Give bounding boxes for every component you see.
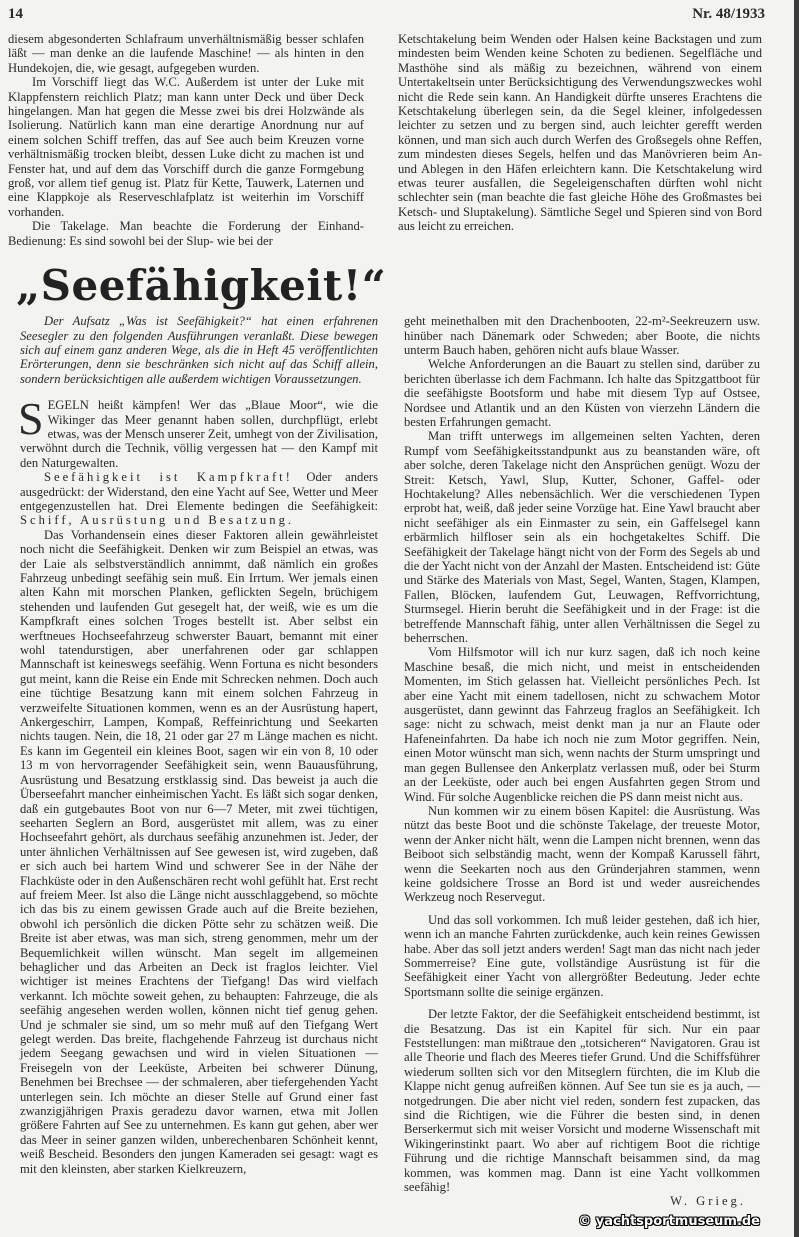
page-number: 14: [8, 6, 23, 22]
paragraph: diesem abgesonderten Schlafraum unverhältnismäßig besser schlafen läßt — man denke an die laufende Maschine! — als hinten in den Hundekojen, die, wie gesagt, aufgegeben wurden.: [8, 32, 364, 75]
previous-article: [8, 32, 765, 248]
paragraph: [18, 393, 378, 470]
paragraph: Nun kommen wir zu einem bösen Kapitel: die Ausrüstung. Was nützt das beste Boot und die schönste Takelage, der treueste Motor, wenn der Anker nicht hält, wenn die Lampen nicht brennen, wenn das Beiboot sich selbständig macht, wenn der Kompaß Karussell fährt, wenn die Seekarten noch aus den Gründerjahren stammen, wenn keine goldsichere Trosse an Bord ist und weder ausreichendes Werkzeug noch Reservegut.: [404, 803, 760, 905]
page-header: [8, 6, 765, 32]
article-left-area: [20, 314, 378, 1229]
article-left-column: [18, 393, 379, 1176]
paragraph: geht meinethalben mit den Drachenbooten, 22-m²-Seekreuzern usw. hinüber nach Dänemark oder Schweden; aber Boote, die nichts unterm Bauch haben, gehören nicht aufs blaue Wasser.: [404, 314, 760, 357]
article-title: „Seefähigkeit!“: [16, 261, 387, 311]
paragraph: Und das soll vorkommen. Ich muß leider gestehen, daß ich hier, wenn ich an manche Fahrten zurückdenke, auch kein reines Gewissen habe. Aber das soll jetzt anders werden! Sagt man das nicht nach jeder Sommerreise? Eine gute, vollständige Ausrüstung ist für die Seefähigkeit einer Yacht von allergrößter Bedeutung. Jeder echte Sportsmann sollte die seinige ergänzen.: [404, 912, 760, 999]
paragraph: Vom Hilfsmotor will ich nur kurz sagen, daß ich noch keine Maschine besaß, die mich nicht, und meist in entscheidenden Momenten, im Stich gelassen hat. Vielleicht persönliches Pech. Ist aber eine Yacht mit einem tadellosen, nicht zu schwachem Motor ausgerüstet, dann gewinnt das Fahrzeug fraglos an Seefähigkeit. Ich sage: nicht zu schwach, meist denkt man ja nur an Flaute oder Hafeneinfahrten. Da habe ich noch nie zum Motor gegriffen. Nein, einen Motor wünscht man sich, wenn nachts der Sturm umspringt und man gegen Bullensee den Ankerplatz verlassen muß, oder bei Sturm an der Leeküste, oder auch bei engen Ausfahrten gegen Strom und Wind. Für solche Augenblicke reichen die PS dann meist nicht aus.: [404, 645, 760, 804]
paragraph: Welche Anforderungen an die Bauart zu stellen sind, darüber zu berichten überlasse ich dem Fachmann. Ich halte das Spitzgattboot für die seefähigste Bootsform und habe mit diesem Typ auf Ostsee, Nordsee und Atlantik und an den Küsten von vierzehn Ländern die besten Erfahrungen gemacht.: [404, 357, 760, 429]
watermark: © yachtsportmuseum.de: [578, 1213, 760, 1229]
article-right-column: [404, 314, 760, 1229]
previous-article-left-column: [8, 32, 364, 248]
page-edge: [794, 0, 799, 1237]
paragraph: Das Vorhandensein eines dieser Faktoren allein gewährleistet noch nicht die Seefähigkeit. Denken wir zum Beispiel an etwas, was der Laie als selbstverständlich annimmt, daß nämlich ein großes Fahrzeug unbedingt seefähig sein muß. Ein Irrtum. Wer jemals einen alten Kahn mit morschen Planken, geflickten Segeln, brüchigem stehenden und laufenden Gut gesegelt hat, der weiß, wie es um die Kampfkraft eines solchen Troges bestellt ist. Aber selbst ein werftneues Hochseefahrzeug schwerster Bauart, bemannt mit einer wohl tatendurstigen, aber unerfahrenen oder gar schlappen Mannschaft ist keineswegs seefähig. Wenn Fortuna es nicht besonders gut meint, kann die Reise ein Ende mit Schrecken nehmen. Doch auch eine tüchtige Besatzung kann mit einem solchen Fahrzeug in verzweifelte Situationen kommen, wenn es an der Ausrüstung hapert, Ankergeschirr, Lampen, Kompaß, Reffeinrichtung und Seekarten nichts taugen. Nein, die 18, 21 oder gar 27 m Länge machen es nicht. Es kann im Gegenteil ein kleines Boot, sagen wir ein von 8, 10 oder 13 m von hervorragender Seefähigkeit sein, wenn Bauausführung, Ausrüstung und Besatzung erstklassig sind. Das beweist ja auch die Überseefahrt mancher einheimischen Yacht. Es läßt sich sogar denken, daß ein gutgebautes Boot von nur 6—7 Meter, mit zwei tüchtigen, seeharten Seglern an Bord, ausgerüstet mit allem, was zu einer Hochseefahrt gehört, als durchaus seefähig anzunehmen ist. Jeder, der unter ähnlichen Verhältnissen auf See gewesen ist, wird zugeben, daß er sich auch bei hartem Wind und schwerer See in der Nähe der Flachküste oder in den Außenschären recht wohl gefühlt hat. Erst recht auf freiem Meer. Ist also die Länge nicht ausschlaggebend, so möchte ich das bis zu einem gewissen Grade auch auf die Breite beziehen, obwohl ich persönlich die dicken Pötte sehr zu schätzen weiß. Die Breite ist aber etwas, was man sich, streng genommen, mehr um der Bequemlichkeit willen wünscht. Man segelt im allgemeinen behaglicher und das Arbeiten an Deck ist fraglos leichter. Viel wichtiger ist meines Erachtens der Tiefgang! Das wird vielfach verkannt. Ich möchte soweit gehen, zu behaupten: Fahrzeuge, die als seefähig angesehen werden wollen, können nicht tief genug gehen. Und je schmaler sie sind, um so mehr muß auf den Tiefgang Wert gelegt werden. Das breite, flachgehende Fahrzeug ist durchaus nicht jedem Seegang gewachsen und wird in vielen Situationen — Freisegeln von der Leeküste, Arbeiten bei schwerer Dünung, Benehmen bei Brechsee — der schmaleren, aber tiefergehenden Yacht unterlegen sein. Ich möchte an dieser Stelle auf Grund einer fast zwanzigjährigen Praxis geradezu davor warnen, etwa mit Jollen größere Fahrten auf See zu unternehmen. Es kann gut gehen, aber wer das Meer in seiner ganzen wilden, unberechenbaren Schönheit kennt, weiß Bescheid. Besonders den jungen Kameraden sei gesagt: wagt es mit den kleinsten, aber starken Kielkreuzern,: [20, 527, 378, 1176]
intro-text: Der Aufsatz „Was ist Seefähigkeit?“ hat einen erfahrenen Seesegler zu den folgenden Ausführungen veranlaßt. Diese bewegen sich auf einem ganz anderen Wege, als die in Heft 45 veröffentlichten Erörterungen, denn sie beschränken sich nicht auf das Schiff allein, sondern berücksichtigen alle außerdem wichtigen Voraussetzungen.: [20, 314, 378, 386]
emphasis-text: Schiff, Ausrüstung und Besatzung: [20, 513, 288, 528]
article-body: [8, 314, 765, 1229]
paragraph: Die Takelage. Man beachte die Forderung der Einhand-Bedienung: Es sind sowohl bei der Slup- wie bei der: [8, 219, 364, 248]
issue-number: Nr. 48/1933: [692, 6, 765, 22]
paragraph: Ketschtakelung beim Wenden oder Halsen keine Backstagen und zum mindesten beim Wenden keine Schoten zu bedienen. Segelfläche und Masthöhe sind als mäßig zu bezeichnen, während von einem Untertakeltsein unter Berücksichtigung des Verwendungszweckes wohl nicht die Rede sein kann. An Handigkeit dürfte unseres Erachtens die Ketschtakelung überlegen sein, da die Segel kleiner, infolgedessen leichter zu setzen und zu bergen sind, auch leichter gerefft werden können, und man sich auch durch Werfen des Großsegels ohne Reffen, zum mindesten dieses Segels, helfen und das Manövrieren beim An- und Ablegen in den Häfen erleichtern kann. Die Ketschtakelung wird etwas teurer ausfallen, die Segeleigenschaften dürften wohl nicht schlechter sein (man beachte die fast gleiche Höhe des Großmastes bei Ketsch- und Sluptakelung). Sämtliche Segel und Spieren sind von Bord aus leicht zu erreichen.: [398, 32, 762, 234]
article-intro: [20, 314, 378, 386]
drop-cap: S: [18, 393, 44, 445]
paragraph-text: EGELN heißt kämpfen! Wer das „Blaue Moor“, wie die Wikinger das Meer genannt haben sollen, durchpflügt, erlebt etwas, was der Mensch unserer Zeit, umhegt von der Zivilisation, verwöhnt durch die Technik, völlig vergessen hat — den Kampf mit den Naturgewalten.: [20, 398, 378, 470]
paragraph-text: Oder anders ausgedrückt: der Widerstand, den eine Yacht auf See, Wetter und Meer entgegenzustellen hat. Drei Elemente bedingen die Seefähigkeit:: [20, 470, 379, 513]
previous-article-right-column: [398, 32, 762, 248]
paragraph: Man trifft unterwegs im allgemeinen selten Yachten, deren Rumpf vom Seefähigkeitsstandpunkt aus zu beanstanden wäre, oft aber solche, deren Takelage nicht den Ansprüchen genügt. Wozu der Streit: Ketsch, Yawl, Slup, Kutter, Schoner, Gaffel- oder Hochtakelung? Alles nebensächlich. Wer die verschiedenen Typen erprobt hat, weiß, daß jeder seine Vorzüge hat. Eine Yawl braucht aber nicht seefähiger als ein Einmaster zu sein, ein Gaffelsegel kann erbärmlich hilfloser sein als ein hochgetakeltes Schiff. Die Seefähigkeit der Takelage hängt nicht von der Form des Segels ab und die der Yacht nicht von der Anzahl der Masten. Entscheidend ist: Güte und Stärke des Materials von Mast, Segel, Wanten, Stagen, Klampen, Fallen, Blöcken, laufendem Gut, Leuwagen, Reffvorrichtung, Sturmsegel. Hierin beruht die Seefähigkeit und in der Frage: ist die betreffende Mannschaft fähig, unter allen Verhältnissen die Segel zu beherrschen.: [404, 429, 760, 646]
paragraph: Im Vorschiff liegt das W.C. Außerdem ist unter der Luke mit Klappfenstern reichlich Platz; man kann unter Deck und über Deck hingelangen. Man hat gegen die Messe zwei bis drei Holzwände als Isolierung. Natürlich kann man eine derartige Anordnung nur auf einem solchen Schiff treffen, das auf See auch beim Kreuzen vorne verhältnismäßig trocken bleibt, dessen Luke dicht zu machen ist und Fenster hat, und auf dem das Vorschiff durch die ganze Formgebung groß, vor allem tief genug ist. Platz für Kette, Tauwerk, Laternen und eine Klappkoje als Reserveschlafplatz ist weiterhin im Vorschiff vorhanden.: [8, 75, 364, 219]
author-signature: W. Grieg.: [670, 1194, 746, 1209]
emphasis-text: Seefähigkeit ist Kampfkraft!: [44, 470, 293, 485]
paragraph-text: .: [287, 513, 292, 528]
paragraph: [20, 470, 378, 528]
paragraph: Der letzte Faktor, der die Seefähigkeit entscheidend bestimmt, ist die Besatzung. Das ist ein Kapitel für sich. Nur ein paar Feststellungen: man mißtraue den „totsicheren“ Navigatoren. Grau ist alle Theorie und flach des Meeres tiefer Grund. Und die Schiffsführer wiederum sollten sich vor den Mitseglern fürchten, die im Klub die Klappe nicht genug aufreißen können. Auf See tun sie es ja auch, — notgedrungen. Die aber nicht viel reden, sondern fest zupacken, das sind die Richtigen, wie die Führer die besten sind, in denen Berserkermut sich mit weiser Vorsicht und moderne Wissenschaft mit Wikingerinstinkt paart. Wo aber auf richtigem Boot die richtige Führung und die richtige Mannschaft beisammen sind, da mag kommen, was kommen mag. Dann ist eine Yacht vollkommen seefähig!: [404, 1007, 760, 1195]
